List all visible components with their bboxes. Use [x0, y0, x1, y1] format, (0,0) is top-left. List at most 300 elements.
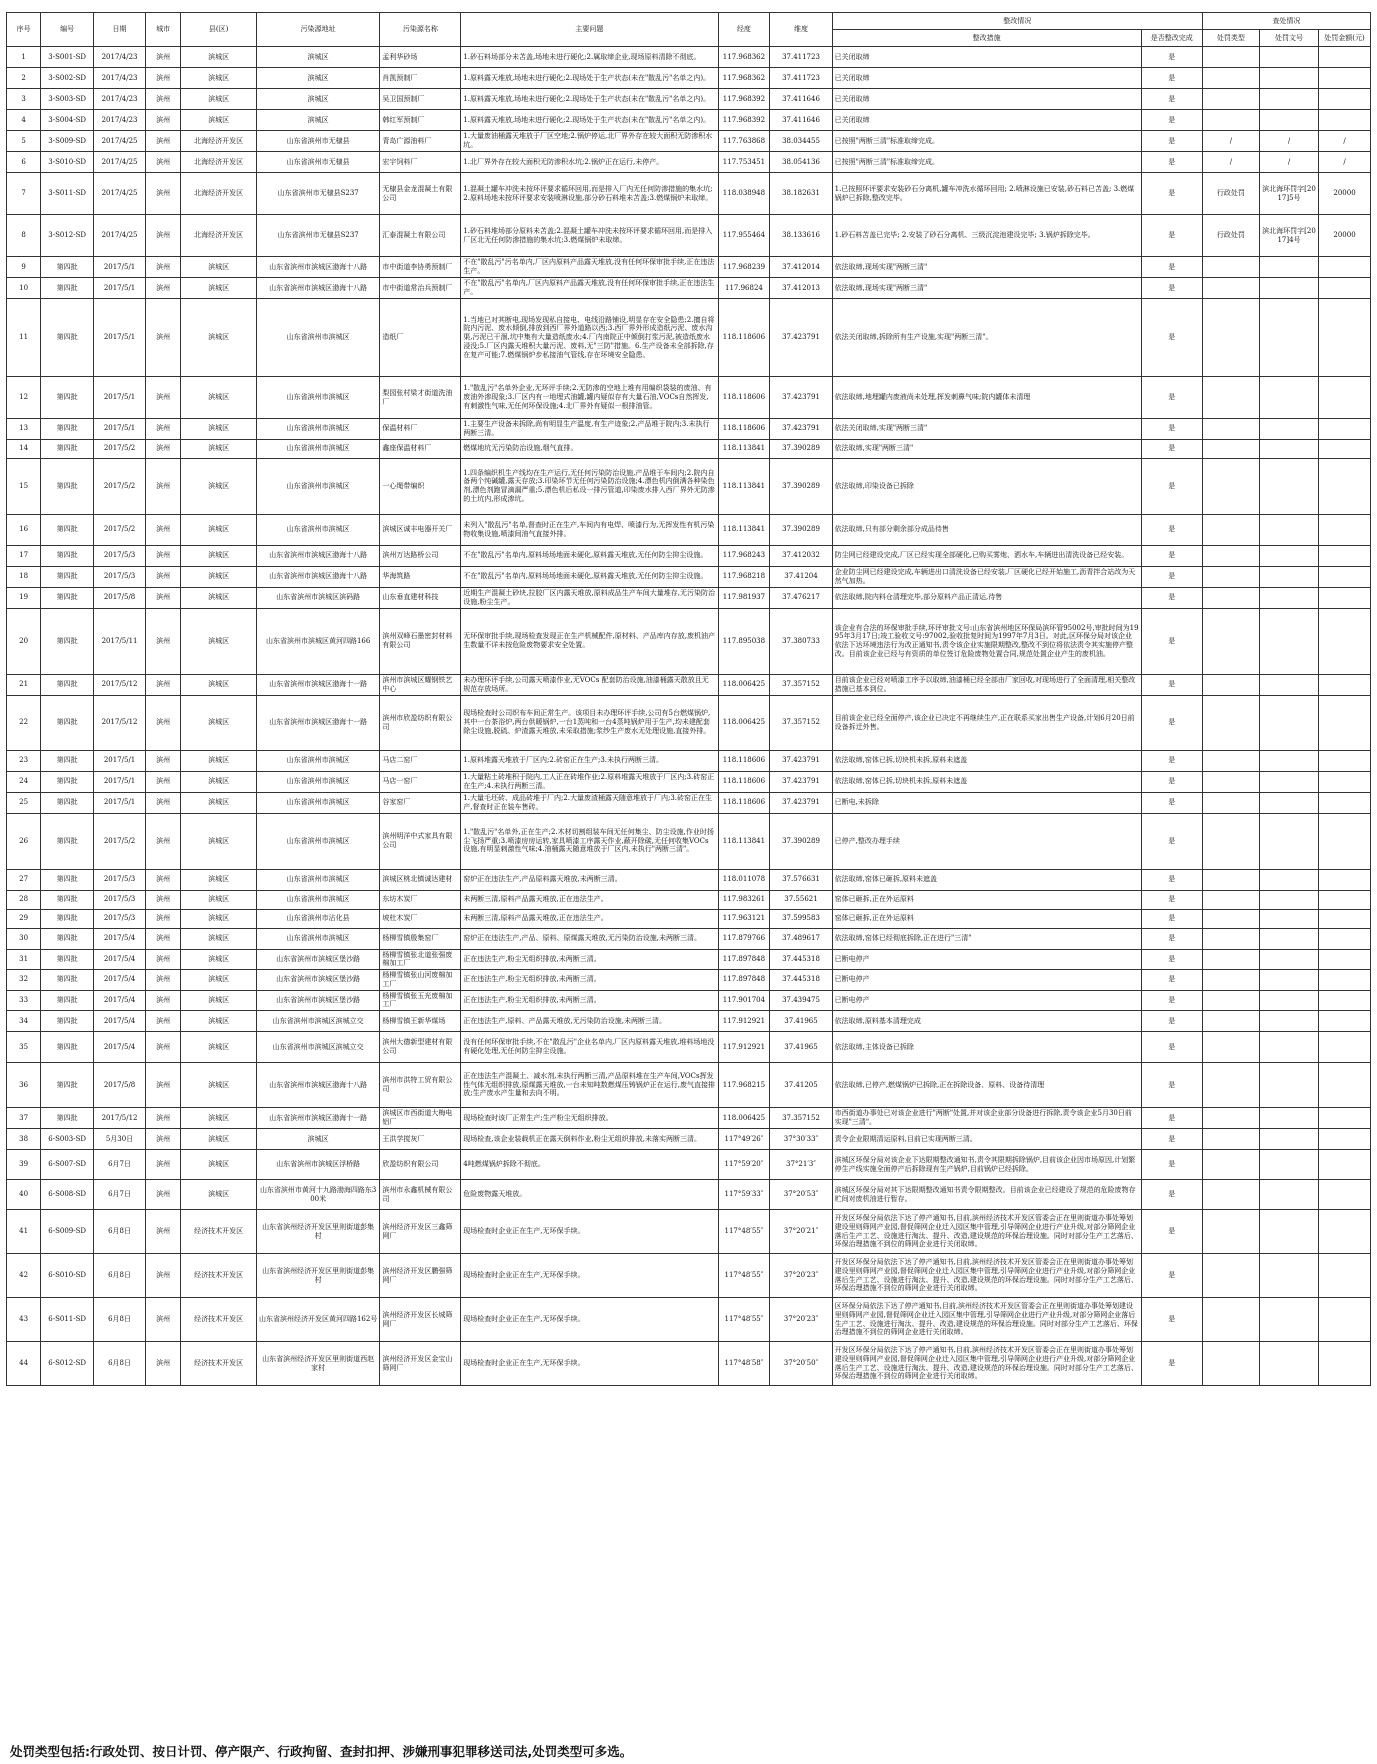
row-name: 马店二窑厂: [380, 750, 461, 771]
row-problem: 正在违法生产混凝土、减水剂,未执行两断三清,产品原料堆在生产车间,VOCs挥发性气体无组织排放,原煤露天堆放,一台未知吨数燃煤压铸锅炉正在运行,废气直接排放;生产废水产生量和去向不明。: [461, 1063, 718, 1108]
row-latitude: 37.423791: [770, 771, 832, 792]
row-penalty-doc: [1259, 89, 1318, 110]
row-problem: 近期生产混凝土砂块,拉胶厂区内露天堆放,原料成品生产车间大量堆存,无污染防治设施,粉尘生产。: [461, 587, 718, 608]
row-seq: 39: [7, 1150, 41, 1180]
row-penalty-type: [1202, 439, 1259, 458]
table-row: [7, 131, 1371, 152]
row-city: 滨州: [145, 970, 180, 991]
row-longitude: 117.912921: [718, 1011, 770, 1032]
row-problem: 1.当地已对其断电,现场发现私自接电、电线沿路铺设,明显存在安全隐患;2.擅自将院内污泥、废水倾倒,排放到西厂界外道路以西;3.西厂界外形成造纸污泥、废水沟渠,污泥已干涸,坑中集有大量造纸废水;4.厂内南院正中倾倒打浆污泥,被造纸废水浸没;5.厂区内露天堆积大量污泥、废料,无"三防"措施。6.生产设备未全部拆除,存在复产可能;7.燃煤锅炉步私接油气管线,存在环境安全隐患。: [461, 299, 718, 377]
row-seq: 4: [7, 110, 41, 131]
row-penalty-amount: [1319, 1342, 1371, 1386]
row-latitude: 37°20′23″: [770, 1298, 832, 1342]
row-name: 吴卫国预制厂: [380, 89, 461, 110]
row-measures: 防尘网已经建设完成,厂区已经实现全部硬化,已购买雾炮、洒水车,车辆进出清洗设备已经安装。: [832, 545, 1141, 566]
row-measures: 依法关闭取缔,实现"两断三清": [832, 419, 1141, 440]
row-measures: 已断电,未拆除: [832, 792, 1141, 813]
row-measures: 依法取缔,已停产,燃煤锅炉已拆除,正在拆除设备、原料、设备待清理: [832, 1063, 1141, 1108]
row-done: 是: [1141, 587, 1202, 608]
row-problem: 窑炉正在违法生产,产品、原料、原煤露天堆放,无污染防治设施,未两断三清。: [461, 928, 718, 949]
row-penalty-doc: [1259, 890, 1318, 909]
row-name: 造纸厂: [380, 299, 461, 377]
row-done: 是: [1141, 990, 1202, 1011]
row-date: 2017/5/2: [94, 813, 146, 869]
row-penalty-doc: [1259, 1180, 1318, 1210]
row-date: 2017/5/3: [94, 566, 146, 587]
row-address: 山东省滨州市滨城区堡沙路: [256, 990, 379, 1011]
row-longitude: 118.113841: [718, 439, 770, 458]
row-county: 滨城区: [181, 47, 257, 68]
row-latitude: 37.412013: [770, 278, 832, 299]
row-problem: 未办理环评手续,公司露天喷漆作业,无VOCs 配套防治设施,油漆桶露天散放且无规范存放场所。: [461, 674, 718, 695]
row-penalty-type: [1202, 299, 1259, 377]
col-county: 县(区): [181, 13, 257, 47]
row-name: 杨柳雪镇殷集窑厂: [380, 928, 461, 949]
row-done: 是: [1141, 890, 1202, 909]
row-penalty-amount: [1319, 89, 1371, 110]
table-row: [7, 990, 1371, 1011]
row-penalty-amount: [1319, 587, 1371, 608]
row-penalty-type: [1202, 909, 1259, 928]
row-done: 是: [1141, 545, 1202, 566]
row-date: 2017/5/4: [94, 1011, 146, 1032]
row-city: 滨州: [145, 68, 180, 89]
row-name: 滨城区桃北镇诚达建材: [380, 869, 461, 890]
row-address: 山东省滨州市滨城区渤海十八路: [256, 545, 379, 566]
row-penalty-amount: [1319, 695, 1371, 750]
row-name: 山东垂直建材科技: [380, 587, 461, 608]
row-code: 第四批: [41, 545, 94, 566]
row-measures: 已停产,整改办理手续: [832, 813, 1141, 869]
row-date: 5月30日: [94, 1129, 146, 1150]
row-seq: 40: [7, 1180, 41, 1210]
row-done: 是: [1141, 173, 1202, 215]
table-row: [7, 47, 1371, 68]
row-measures: 已断电停产: [832, 970, 1141, 991]
col-penalty-amount: 处罚金额(元): [1319, 30, 1371, 47]
row-latitude: 37.41205: [770, 1063, 832, 1108]
row-latitude: 37.423791: [770, 377, 832, 419]
row-county: 滨城区: [181, 110, 257, 131]
row-code: 第四批: [41, 1032, 94, 1063]
row-measures: 已按照"两断三清"标准取缔完成。: [832, 131, 1141, 152]
row-seq: 44: [7, 1342, 41, 1386]
row-city: 滨州: [145, 1063, 180, 1108]
row-latitude: 38.182631: [770, 173, 832, 215]
table-row: [7, 949, 1371, 970]
table-row: [7, 257, 1371, 278]
row-penalty-amount: [1319, 750, 1371, 771]
row-address: 山东省滨州市滨城区渤海十八路: [256, 1063, 379, 1108]
row-name: 滨州市滨城区耀钢铁艺中心: [380, 674, 461, 695]
row-county: 滨城区: [181, 1011, 257, 1032]
row-done: 是: [1141, 1298, 1202, 1342]
row-problem: 1.大量毛坯砖、成品砖堆于厂内;2.大量废渣桶露天随意堆放于厂内;3.砖窑正在生产,督查时正在装车售砖。: [461, 792, 718, 813]
row-name: 滨州市永鑫机械有限公司: [380, 1180, 461, 1210]
row-longitude: 118.118606: [718, 771, 770, 792]
row-longitude: 118.006425: [718, 1108, 770, 1129]
row-date: 6月8日: [94, 1254, 146, 1298]
row-penalty-amount: [1319, 771, 1371, 792]
row-done: 是: [1141, 514, 1202, 545]
row-name: 滨州万达路桥公司: [380, 545, 461, 566]
row-city: 滨州: [145, 890, 180, 909]
row-penalty-type: [1202, 949, 1259, 970]
table-row: [7, 792, 1371, 813]
row-date: 2017/5/1: [94, 377, 146, 419]
row-penalty-doc: /: [1259, 131, 1318, 152]
row-seq: 6: [7, 152, 41, 173]
row-address: 山东省滨州市滨城区滨码路: [256, 587, 379, 608]
row-penalty-doc: [1259, 909, 1318, 928]
row-done: 是: [1141, 1129, 1202, 1150]
header-row-1: [7, 13, 1371, 30]
row-measures: 依法取缔,窑体已拆,切块机未拆,原料未遮盖: [832, 771, 1141, 792]
row-penalty-type: [1202, 47, 1259, 68]
row-seq: 27: [7, 869, 41, 890]
row-city: 滨州: [145, 299, 180, 377]
row-city: 滨州: [145, 152, 180, 173]
row-county: 北海经济开发区: [181, 173, 257, 215]
row-date: 2017/4/23: [94, 89, 146, 110]
col-measures: 整改措施: [832, 30, 1141, 47]
row-latitude: 37.576631: [770, 869, 832, 890]
row-county: 滨城区: [181, 1150, 257, 1180]
row-city: 滨州: [145, 1150, 180, 1180]
row-address: 滨城区: [256, 110, 379, 131]
row-county: 滨城区: [181, 813, 257, 869]
row-longitude: 117.96824: [718, 278, 770, 299]
row-seq: 25: [7, 792, 41, 813]
row-county: 滨城区: [181, 299, 257, 377]
table-row: [7, 89, 1371, 110]
row-longitude: 117.753451: [718, 152, 770, 173]
row-address: 滨城区: [256, 1129, 379, 1150]
col-name: 污染源名称: [380, 13, 461, 47]
row-penalty-type: [1202, 792, 1259, 813]
row-county: 滨城区: [181, 377, 257, 419]
row-code: 6-S009-SD: [41, 1210, 94, 1254]
row-date: 2017/5/2: [94, 439, 146, 458]
row-done: 是: [1141, 1254, 1202, 1298]
row-county: 滨城区: [181, 68, 257, 89]
row-name: 滨城区市西街道大梅电铝厂: [380, 1108, 461, 1129]
row-county: 滨城区: [181, 566, 257, 587]
row-penalty-doc: [1259, 1210, 1318, 1254]
row-address: 山东省滨州市滨城区: [256, 299, 379, 377]
row-name: 滨州经济开发区三鑫筛网厂: [380, 1210, 461, 1254]
row-penalty-amount: [1319, 970, 1371, 991]
row-county: 滨城区: [181, 695, 257, 750]
row-longitude: 117.968362: [718, 68, 770, 89]
row-latitude: 37.423791: [770, 792, 832, 813]
row-latitude: 37°20′21″: [770, 1210, 832, 1254]
row-city: 滨州: [145, 695, 180, 750]
row-measures: 1.砂石料苫盖已完毕; 2.安装了砂石分离机、三级沉淀池建设完毕; 3.锅炉拆除完毕。: [832, 215, 1141, 257]
row-name: 滨州市欣盈纺织有限公司: [380, 695, 461, 750]
row-measures: 依法取缔,印染设备已拆除: [832, 458, 1141, 514]
row-code: 第四批: [41, 299, 94, 377]
row-county: 滨城区: [181, 439, 257, 458]
row-penalty-type: [1202, 771, 1259, 792]
row-county: 滨城区: [181, 990, 257, 1011]
table-row: [7, 970, 1371, 991]
row-name: 滨州明洋中式家具有限公司: [380, 813, 461, 869]
col-longitude: 经度: [718, 13, 770, 47]
row-name: 滨州大德新型建材有限公司: [380, 1032, 461, 1063]
row-problem: 1.原料堆露天堆放于厂区内;2.砖窑正在生产;3.未执行两断三清。: [461, 750, 718, 771]
row-county: 滨城区: [181, 1032, 257, 1063]
row-city: 滨州: [145, 545, 180, 566]
row-penalty-type: [1202, 110, 1259, 131]
row-name: 谷家窑厂: [380, 792, 461, 813]
row-longitude: 117°49′26″: [718, 1129, 770, 1150]
row-name: 宏宇饲料厂: [380, 152, 461, 173]
row-measures: 开发区环保分局依法下达了停产通知书,目前,滨州经济技术开发区管委会正在里则街道办事处筹划建设里则筛网产业园,督促筛网企业迁入园区集中管理,引导筛网企业进行产业升级,对部分筛网企业落后生产工艺、设施进行淘汰、提升、改造,建设规范的环保治理设施。同时对部分生产工艺落后、环保治理措施不到位的筛网企业进行关闭取缔。: [832, 1210, 1141, 1254]
row-name: 杨柳雪镇张山河废棉加工厂: [380, 970, 461, 991]
row-penalty-amount: [1319, 890, 1371, 909]
row-county: 滨城区: [181, 792, 257, 813]
col-problem: 主要问题: [461, 13, 718, 47]
row-penalty-doc: [1259, 458, 1318, 514]
row-measures: 依法取缔,只有部分剩余部分成品待售: [832, 514, 1141, 545]
table-row: [7, 1254, 1371, 1298]
row-code: 第四批: [41, 792, 94, 813]
row-date: 2017/4/25: [94, 215, 146, 257]
row-city: 滨州: [145, 750, 180, 771]
row-name: 杨柳雪镇张玉光废棉加工厂: [380, 990, 461, 1011]
row-measures: 依法取缔,实现"两断三清": [832, 439, 1141, 458]
row-done: 是: [1141, 1180, 1202, 1210]
row-longitude: 118.118606: [718, 792, 770, 813]
row-longitude: 118.113841: [718, 813, 770, 869]
row-measures: 依法取缔,地埋罐内废液尚未处理,挥发刺鼻气味;院内罐体未清理: [832, 377, 1141, 419]
row-name: 市中街道常治兵预制厂: [380, 278, 461, 299]
row-county: 滨城区: [181, 909, 257, 928]
row-code: 第四批: [41, 771, 94, 792]
row-date: 2017/5/4: [94, 928, 146, 949]
row-measures: 滨城区环保分局对该企业下达限期整改通知书,责令其限期拆除锅炉,目前该企业因市场原因,计划繁停生产线实施全面停产后拆除现有生产锅炉,目前锅炉已经拆除。: [832, 1150, 1141, 1180]
row-longitude: 117°59′20″: [718, 1150, 770, 1180]
row-address: 山东省滨州市滨城区: [256, 458, 379, 514]
row-address: 山东省滨州市滨城区渤海十一路: [256, 674, 379, 695]
table-row: [7, 890, 1371, 909]
row-code: 3-S002-SD: [41, 68, 94, 89]
row-penalty-type: [1202, 928, 1259, 949]
row-address: 山东省滨州市滨城区黄河四路166: [256, 608, 379, 674]
row-name: 杨柳雪镇张北道张强废棉加工厂: [380, 949, 461, 970]
row-date: 2017/5/1: [94, 771, 146, 792]
row-city: 滨州: [145, 1032, 180, 1063]
row-penalty-type: [1202, 674, 1259, 695]
row-penalty-doc: [1259, 299, 1318, 377]
row-city: 滨州: [145, 949, 180, 970]
row-code: 第四批: [41, 909, 94, 928]
row-done: 是: [1141, 695, 1202, 750]
row-penalty-amount: [1319, 545, 1371, 566]
row-county: 经济技术开发区: [181, 1210, 257, 1254]
row-date: 2017/5/3: [94, 869, 146, 890]
row-seq: 37: [7, 1108, 41, 1129]
row-code: 第四批: [41, 970, 94, 991]
row-seq: 13: [7, 419, 41, 440]
row-penalty-doc: [1259, 949, 1318, 970]
row-seq: 29: [7, 909, 41, 928]
row-latitude: 37.41965: [770, 1011, 832, 1032]
row-seq: 23: [7, 750, 41, 771]
row-measures: 开发区环保分局依法下达了停产通知书,目前,滨州经济技术开发区管委会正在里则街道办事处筹划建设里则筛网产业园,督促筛网企业迁入园区集中管理,引导筛网企业进行产业升级,对部分筛网企业落后生产工艺、设施进行淘汰、提升、改造,建设规范的环保治理设施。同时对部分生产工艺落后、环保治理措施不到位的筛网企业进行关闭取缔。: [832, 1254, 1141, 1298]
row-penalty-doc: [1259, 869, 1318, 890]
row-county: 滨城区: [181, 869, 257, 890]
table-row: [7, 1063, 1371, 1108]
row-address: 山东省滨州市滨城区: [256, 869, 379, 890]
row-measures: 依法关闭取缔,拆除所有生产设施,实现"两断三清"。: [832, 299, 1141, 377]
table-row: [7, 419, 1371, 440]
row-date: 2017/5/4: [94, 970, 146, 991]
table-row: [7, 68, 1371, 89]
row-done: 是: [1141, 566, 1202, 587]
row-code: 6-S007-SD: [41, 1150, 94, 1180]
row-done: 是: [1141, 131, 1202, 152]
row-date: 2017/5/3: [94, 909, 146, 928]
row-city: 滨州: [145, 813, 180, 869]
row-latitude: 37.411723: [770, 47, 832, 68]
row-longitude: 118.113841: [718, 514, 770, 545]
row-name: 滨州经济开发区鹏强筛网厂: [380, 1254, 461, 1298]
row-penalty-type: [1202, 890, 1259, 909]
row-date: 2017/5/12: [94, 1108, 146, 1129]
row-penalty-amount: /: [1319, 152, 1371, 173]
row-name: 市中街道李协勇预制厂: [380, 257, 461, 278]
table-row: [7, 587, 1371, 608]
row-done: 是: [1141, 419, 1202, 440]
row-longitude: 117.983261: [718, 890, 770, 909]
row-problem: 现场检查,该企业装载机正在露天倒料作业,粉尘无组织排放,未落实两断三清。: [461, 1129, 718, 1150]
row-city: 滨州: [145, 47, 180, 68]
row-done: 是: [1141, 257, 1202, 278]
row-penalty-type: [1202, 990, 1259, 1011]
row-city: 滨州: [145, 110, 180, 131]
row-done: 是: [1141, 674, 1202, 695]
row-longitude: 118.118606: [718, 377, 770, 419]
row-code: 第四批: [41, 990, 94, 1011]
table-row: [7, 1150, 1371, 1180]
row-longitude: 117°48′55″: [718, 1254, 770, 1298]
row-done: 是: [1141, 1108, 1202, 1129]
row-penalty-doc: [1259, 1342, 1318, 1386]
row-penalty-amount: [1319, 674, 1371, 695]
row-city: 滨州: [145, 1180, 180, 1210]
row-date: 6月8日: [94, 1298, 146, 1342]
row-penalty-amount: [1319, 1254, 1371, 1298]
table-row: [7, 1342, 1371, 1386]
row-penalty-type: [1202, 278, 1259, 299]
row-longitude: 118.006425: [718, 674, 770, 695]
row-code: 第四批: [41, 608, 94, 674]
row-date: 2017/5/2: [94, 458, 146, 514]
row-name: 杨柳雪镇王新华煤场: [380, 1011, 461, 1032]
row-measures: 已按照"两断三清"标准取缔完成。: [832, 152, 1141, 173]
table-row: [7, 514, 1371, 545]
row-code: 3-S001-SD: [41, 47, 94, 68]
row-penalty-amount: [1319, 813, 1371, 869]
row-name: 滨州双峰石墨密封材料有限公司: [380, 608, 461, 674]
row-problem: 燃煤地坑无污染防治设施,烟气直排。: [461, 439, 718, 458]
row-name: 华海筑路: [380, 566, 461, 587]
row-address: 山东省滨州市滨城区: [256, 928, 379, 949]
row-penalty-type: [1202, 1254, 1259, 1298]
table-row: [7, 1180, 1371, 1210]
row-measures: 窑体已砸拆,正在外运原料: [832, 890, 1141, 909]
row-name: 马店一窑厂: [380, 771, 461, 792]
row-penalty-doc: [1259, 674, 1318, 695]
row-measures: 该企业有合法的环保审批手续,环评审批文号:山东省滨州地区环保局滨环管95002号,审批时间为1995年3月17日;竣工验收文号:97002,验收批复时间为1997年7月3日。对此,区环保分局对该企业依法下达环境违法行为改正通知书,责令该企业实施限期整改,整改不到位将依法责令其实施停产整改。目前该企业已经与有资质的单位签订危险废物处置合同,规范处置企业产生的废机油。: [832, 608, 1141, 674]
table-body: [7, 47, 1371, 1386]
row-address: 山东省滨州市滨城区: [256, 439, 379, 458]
row-latitude: 37.357152: [770, 674, 832, 695]
row-penalty-type: [1202, 1210, 1259, 1254]
row-penalty-doc: [1259, 278, 1318, 299]
row-seq: 38: [7, 1129, 41, 1150]
row-county: 北海经济开发区: [181, 215, 257, 257]
table-row: [7, 1129, 1371, 1150]
row-code: 第四批: [41, 587, 94, 608]
row-address: 山东省滨州经济开发区里则街道彭集村: [256, 1254, 379, 1298]
row-measures: 依法取缔,窑体已砸拆,原料未遮盖: [832, 869, 1141, 890]
row-seq: 9: [7, 257, 41, 278]
row-longitude: 117°48′55″: [718, 1210, 770, 1254]
row-done: 是: [1141, 1210, 1202, 1254]
row-county: 滨城区: [181, 890, 257, 909]
row-seq: 20: [7, 608, 41, 674]
row-penalty-doc: [1259, 1063, 1318, 1108]
col-done: 是否整改完成: [1141, 30, 1202, 47]
row-latitude: 37.445318: [770, 970, 832, 991]
row-penalty-doc: [1259, 514, 1318, 545]
row-done: 是: [1141, 110, 1202, 131]
table-row: [7, 545, 1371, 566]
row-seq: 35: [7, 1032, 41, 1063]
row-problem: 4吨燃煤锅炉拆除不彻底。: [461, 1150, 718, 1180]
row-address: 山东省滨州市滨城区滨城立交: [256, 1011, 379, 1032]
row-code: 第四批: [41, 514, 94, 545]
col-seq: 序号: [7, 13, 41, 47]
row-measures: 依法取缔,原料基本清理完成: [832, 1011, 1141, 1032]
row-code: 6-S012-SD: [41, 1342, 94, 1386]
row-done: 是: [1141, 299, 1202, 377]
row-penalty-amount: [1319, 1298, 1371, 1342]
row-measures: 依法取缔,现场实现"两断三清": [832, 257, 1141, 278]
row-measures: 已关闭取缔: [832, 89, 1141, 110]
row-city: 滨州: [145, 792, 180, 813]
row-longitude: 117.955464: [718, 215, 770, 257]
row-county: 滨城区: [181, 1108, 257, 1129]
row-longitude: 118.118606: [718, 750, 770, 771]
row-name: 滨城区诚丰电器开关厂: [380, 514, 461, 545]
row-done: 是: [1141, 750, 1202, 771]
col-penalty-doc: 处罚文号: [1259, 30, 1318, 47]
row-penalty-type: [1202, 1129, 1259, 1150]
row-code: 第四批: [41, 695, 94, 750]
row-county: 滨城区: [181, 514, 257, 545]
row-problem: 1."散乱污"名单外,正在生产;2.木材切割组装车间无任何集尘、防尘设施,作业时扬尘飞扬严重;3.喷漆房房运转,家具喷漆工序露天作业,蔽开除碳,无任何收集VOCs设施,有明显刺激性气味;4.油桶露天随意堆放于厂区内,未执行"两断三清"。: [461, 813, 718, 869]
row-name: 青岛广源油料厂: [380, 131, 461, 152]
row-address: 山东省滨州市滨城区: [256, 514, 379, 545]
row-longitude: 117.901704: [718, 990, 770, 1011]
row-penalty-doc: [1259, 771, 1318, 792]
col-penalty-type: 处罚类型: [1202, 30, 1259, 47]
row-penalty-amount: [1319, 68, 1371, 89]
